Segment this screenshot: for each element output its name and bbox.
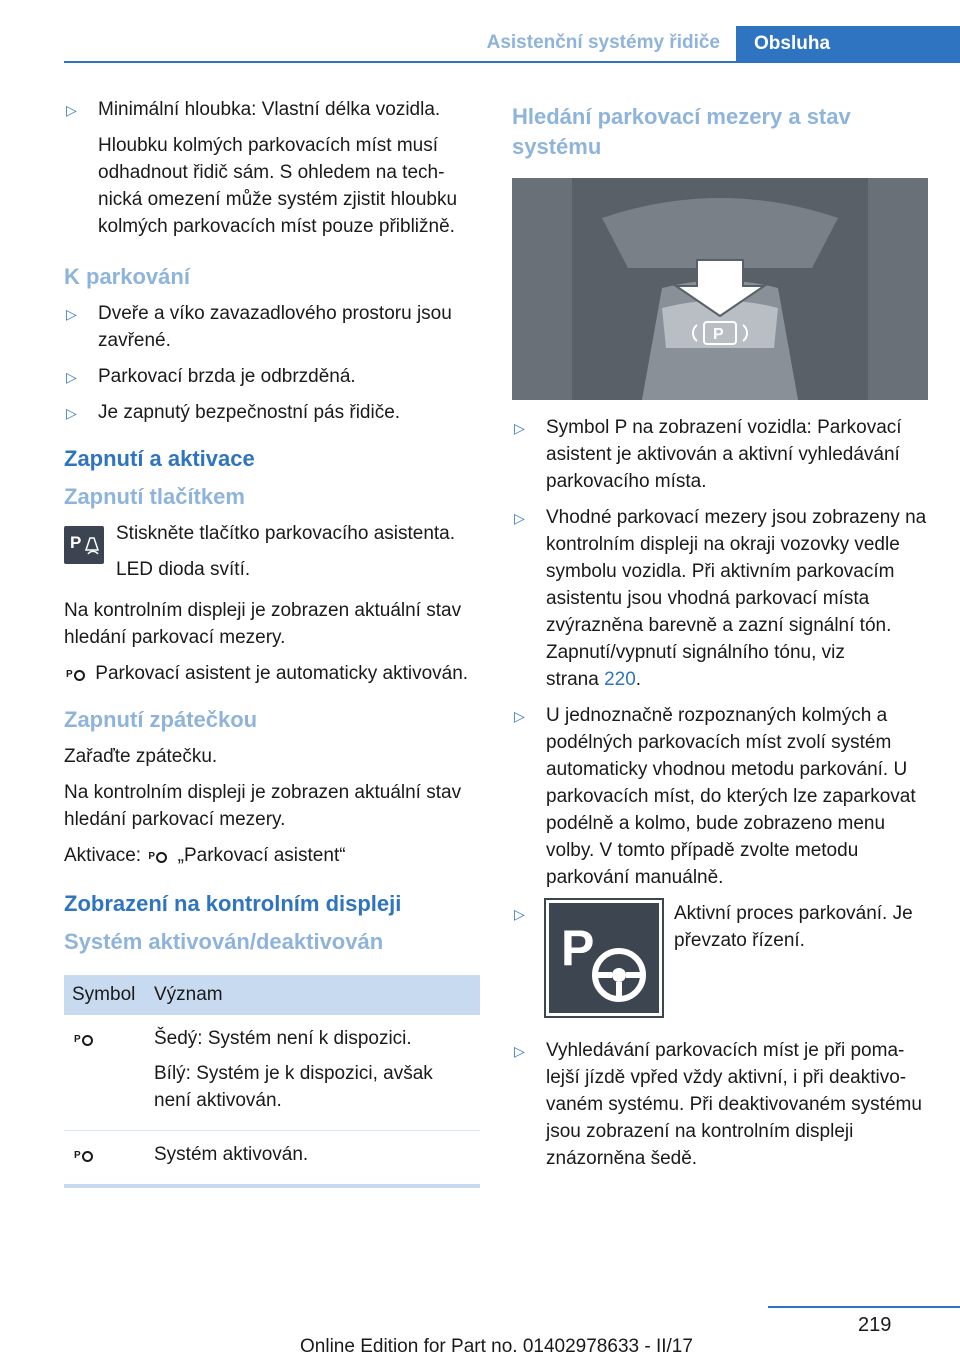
left-column bbox=[64, 96, 480, 1188]
page-link-220[interactable]: 220 bbox=[604, 669, 636, 690]
header-rule bbox=[64, 61, 960, 63]
active-parking-steering-icon bbox=[546, 900, 662, 1016]
col-header-symbol: Symbol bbox=[64, 975, 146, 1015]
svg-text:P: P bbox=[713, 326, 724, 343]
symbol-table bbox=[64, 975, 480, 1188]
reverse-text: Zařaďte zpátečku. bbox=[64, 746, 218, 767]
heading-parking: K parkování bbox=[64, 264, 190, 289]
list-item: ▷ Dveře a víko zavazadlového prostoru jsou zavřené. bbox=[66, 303, 452, 351]
bullet-min-depth: ▷ Minimální hloubka: Vlastní délka vozidla. Hloubku kolmých parkovacích míst musí odhadnout řidič sám. S ohledem na technická omezení může systém zjistit hloubku kolmých parkovacích míst pouze přibližně. bbox=[64, 96, 480, 240]
footer-rule bbox=[768, 1306, 960, 1308]
table-row: P Systém aktivován. bbox=[64, 1131, 480, 1187]
heading-display: Zobrazení na kontrolním displeji bbox=[64, 891, 402, 916]
park-assist-icon: P bbox=[64, 663, 90, 685]
bullet-triangle-icon: ▷ bbox=[66, 102, 77, 118]
heading-button: Zapnutí tlačítkem bbox=[64, 484, 245, 509]
park-assist-active-icon: P bbox=[72, 1144, 98, 1166]
col-header-meaning: Význam bbox=[146, 975, 480, 1015]
list-item: ▷ Parkovací brzda je odbrzděná. bbox=[64, 363, 480, 390]
list-item: ▷ U jednoznačně rozpoznaných kolmých a podélných parkovacích míst zvolí systém automaticky vhodnou metodu parkování. U parkovacích míst, do kterých lze zaparkovat podélně a kolmo, bude zobrazeno menu volby. V tomto případě zvolte metodu parkování manuálně. bbox=[514, 705, 916, 888]
edition-footer: Online Edition for Part no. 01402978633 - II/17 bbox=[300, 1336, 693, 1357]
auto-activation-text: P Parkovací asistent je automaticky aktivován. bbox=[66, 663, 469, 684]
heading-switch-on: Zapnutí a aktivace bbox=[64, 446, 255, 471]
bullet-triangle-icon: ▷ bbox=[514, 708, 525, 724]
bullet-triangle-icon: ▷ bbox=[514, 1043, 525, 1059]
bullet-triangle-icon: ▷ bbox=[66, 306, 77, 322]
right-column bbox=[512, 96, 928, 1181]
display-status-text-2: Na kontrolním displeji je zobrazen aktuální stav hledání parkovací mezery. bbox=[64, 782, 462, 830]
bullet-triangle-icon: ▷ bbox=[66, 369, 77, 385]
page-number: 219 bbox=[858, 1314, 892, 1336]
bullet-triangle-icon: ▷ bbox=[514, 906, 525, 922]
list-item: ▷ Vyhledávání parkovacích míst je při pomalejší jízdě vpřed vždy aktivní, i při deaktivovaném systému. Při deaktivovaném systému jsou zobrazení na kontrolním displeji znázorněna šedě. bbox=[514, 1040, 922, 1169]
list-item: ▷ Je zapnutý bezpečnostní pás řidiče. bbox=[64, 399, 480, 426]
park-assist-icon: P bbox=[72, 1028, 98, 1050]
button-instruction: P Stiskněte tlačítko parkovacího asistenta. LED dioda svítí. bbox=[64, 520, 480, 583]
park-assist-button-icon bbox=[64, 526, 104, 564]
svg-text:P: P bbox=[561, 920, 595, 976]
heading-reverse: Zapnutí zpátečkou bbox=[64, 707, 258, 732]
bullet-min-depth-text: Hloubku kolmých parkovacích míst musí odhadnout řidič sám. S ohledem na technická omezení může systém zjistit hloubku kolmých parkovacích míst pouze přibližně. bbox=[98, 135, 458, 237]
display-status-text: Na kontrolním displeji je zobrazen aktuální stav hledání parkovací mezery. bbox=[64, 600, 462, 648]
heading-status: Systém aktivován/deaktivován bbox=[64, 929, 384, 954]
header-section-title: Asistenční systémy řidiče bbox=[486, 32, 720, 53]
list-item: ▷ Symbol P na zobrazení vozidla: Parkovací asistent je aktivován a aktivní vyhledávání parkovacího místa. bbox=[514, 417, 902, 492]
table-row: P Šedý: Systém není k dispozici. Bílý: Systém je k dispozici, avšak není aktivován. bbox=[64, 1015, 480, 1131]
heading-search: Hledání parkovací mezery a stav systému bbox=[512, 104, 851, 159]
list-item-active-parking: ▷ P Aktivní proces parkování. Je převzato řízení. bbox=[512, 900, 928, 1028]
car-display-image bbox=[512, 178, 928, 400]
bullet-triangle-icon: ▷ bbox=[514, 420, 525, 436]
list-item: ▷ Vhodné parkovací mezery jsou zobrazeny na kontrolním displeji na okraji vozovky vedle symbolu vozidla. Při aktivním parkovacím asistentu jsou vhodná parkovací místa zvýrazněna barevně a zazní signální tón. Zapnutí/vypnutí signálního tónu, viz strana 220. bbox=[514, 507, 927, 690]
activation-line: Aktivace: P „Parkovací asistent“ bbox=[64, 845, 346, 866]
bullet-triangle-icon: ▷ bbox=[66, 405, 77, 421]
header-tab-obsluha[interactable]: Obsluha bbox=[736, 26, 960, 62]
svg-text:P: P bbox=[70, 533, 82, 552]
park-assist-icon: P bbox=[146, 845, 172, 867]
bullet-triangle-icon: ▷ bbox=[514, 510, 525, 526]
